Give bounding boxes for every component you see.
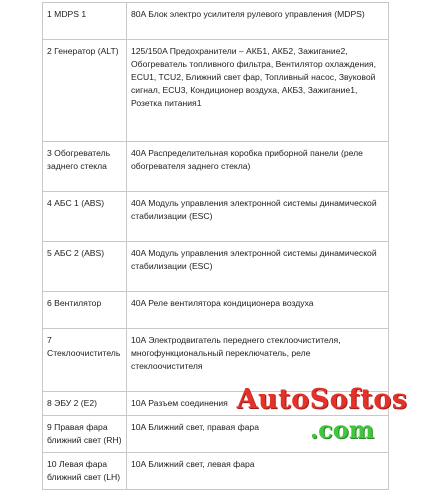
fuse-description-cell: 10A Электродвигатель переднего стеклоочистителя, многофункциональный переключатель, реле стеклоочистителя bbox=[127, 329, 389, 392]
table-row bbox=[43, 292, 389, 329]
fuse-description-cell: 40A Модуль управления электронной системы динамической стабилизации (ESC) bbox=[127, 192, 389, 242]
fuse-description-cell: 40A Модуль управления электронной системы динамической стабилизации (ESC) bbox=[127, 242, 389, 292]
table-row bbox=[43, 242, 389, 292]
table-row bbox=[43, 416, 389, 453]
fuse-name-cell: 5 АБС 2 (ABS) bbox=[43, 242, 127, 292]
watermark-domain: .com bbox=[309, 415, 375, 444]
fuse-description-cell: 10A Ближний свет, правая фара bbox=[127, 416, 389, 453]
table-row bbox=[43, 40, 389, 142]
fuse-name-cell: 1 MDPS 1 bbox=[43, 3, 127, 40]
table-row bbox=[43, 329, 389, 392]
watermark-brand: AutoSoftos bbox=[236, 384, 408, 415]
table-row bbox=[43, 392, 389, 416]
table-row bbox=[43, 3, 389, 40]
table-row bbox=[43, 192, 389, 242]
fuse-name-cell: 3 Обогреватель заднего стекла bbox=[43, 142, 127, 192]
fuse-name-cell: 10 Левая фара ближний свет (LH) bbox=[43, 453, 127, 490]
fuse-name-cell: 2 Генератор (ALT) bbox=[43, 40, 127, 142]
fuse-description-cell: 80A Блок электро усилителя рулевого управления (MDPS) bbox=[127, 3, 389, 40]
fuse-name-cell: 8 ЭБУ 2 (E2) bbox=[43, 392, 127, 416]
fuse-description-cell: 40A Реле вентилятора кондиционера воздуха bbox=[127, 292, 389, 329]
fuse-name-cell: 9 Правая фара ближний свет (RH) bbox=[43, 416, 127, 453]
table-row bbox=[43, 453, 389, 490]
fuse-description-cell: 10A Ближний свет, левая фара bbox=[127, 453, 389, 490]
fuse-description-cell: 40A Распределительная коробка приборной панели (реле обогревателя заднего стекла) bbox=[127, 142, 389, 192]
fuse-description-cell: 10A Разъем соединения bbox=[127, 392, 389, 416]
fuse-name-cell: 6 Вентилятор bbox=[43, 292, 127, 329]
table-row bbox=[43, 142, 389, 192]
fuse-name-cell: 4 АБС 1 (ABS) bbox=[43, 192, 127, 242]
fuse-name-cell: 7 Стеклоочиститель bbox=[43, 329, 127, 392]
fuse-description-cell: 125/150A Предохранители – АКБ1, АКБ2, Зажигание2, Обогреватель топливного фильтра, Вентилятор охлаждения, ECU1, TCU2, Ближний свет фар, Топливный насос, Звуковой сигнал, ECU3, Кондиционер воздуха, АКБ3, Зажигание1, Розетка питания1 bbox=[127, 40, 389, 142]
fuse-table bbox=[42, 2, 389, 490]
